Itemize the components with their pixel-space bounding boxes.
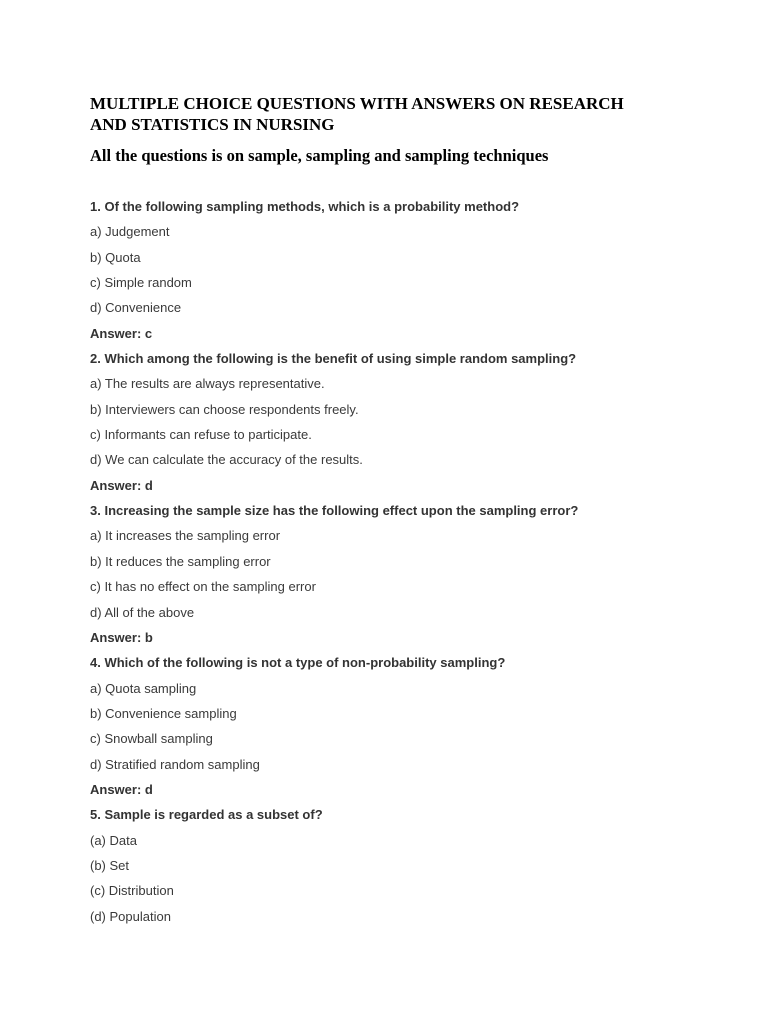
option-a: a) Quota sampling [90, 680, 197, 696]
option-b: b) Convenience sampling [90, 705, 237, 721]
option-c: (c) Distribution [90, 883, 174, 899]
option-c: c) Snowball sampling [90, 731, 213, 747]
question-text: 2. Which among the following is the benefit of using simple random sampling? [90, 351, 577, 367]
document-title [90, 93, 690, 135]
option-b: (b) Set [90, 857, 130, 873]
option-b: b) It reduces the sampling error [90, 553, 271, 569]
document-title-line-2: AND STATISTICS IN NURSING [90, 115, 335, 134]
option-d: d) All of the above [90, 604, 195, 620]
question-text: 4. Which of the following is not a type of non-probability sampling? [90, 655, 506, 671]
option-c: c) Informants can refuse to participate. [90, 427, 312, 443]
option-d: d) Convenience [90, 300, 182, 316]
option-a: a) Judgement [90, 224, 170, 240]
question-text: 5. Sample is regarded as a subset of? [90, 807, 323, 823]
option-d: d) Stratified random sampling [90, 756, 260, 772]
answer-text: Answer: b [90, 629, 153, 645]
question-text: 1. Of the following sampling methods, which is a probability method? [90, 199, 520, 214]
question-2 [90, 350, 690, 502]
option-c: c) It has no effect on the sampling error [90, 579, 316, 595]
option-a: a) It increases the sampling error [90, 528, 281, 544]
option-c: c) Simple random [90, 275, 192, 291]
question-3 [90, 502, 690, 654]
option-a: a) The results are always representative. [90, 376, 325, 392]
document-subtitle: All the questions is on sample, sampling and sampling techniques [90, 146, 549, 165]
option-a: (a) Data [90, 832, 137, 848]
question-list [90, 198, 690, 933]
question-text: 3. Increasing the sample size has the following effect upon the sampling error? [90, 503, 579, 519]
option-b: b) Interviewers can choose respondents freely. [90, 401, 359, 417]
option-d: d) We can calculate the accuracy of the results. [90, 452, 363, 468]
answer-text: Answer: d [90, 781, 153, 797]
question-5 [90, 806, 690, 933]
document-page [90, 93, 690, 933]
question-1 [90, 198, 690, 350]
answer-text: Answer: c [90, 325, 153, 341]
option-d: (d) Population [90, 908, 171, 924]
option-b: b) Quota [90, 249, 141, 265]
document-title-line-1: MULTIPLE CHOICE QUESTIONS WITH ANSWERS ON RESEARCH [90, 94, 624, 113]
question-4 [90, 654, 690, 806]
answer-text: Answer: d [90, 477, 153, 493]
